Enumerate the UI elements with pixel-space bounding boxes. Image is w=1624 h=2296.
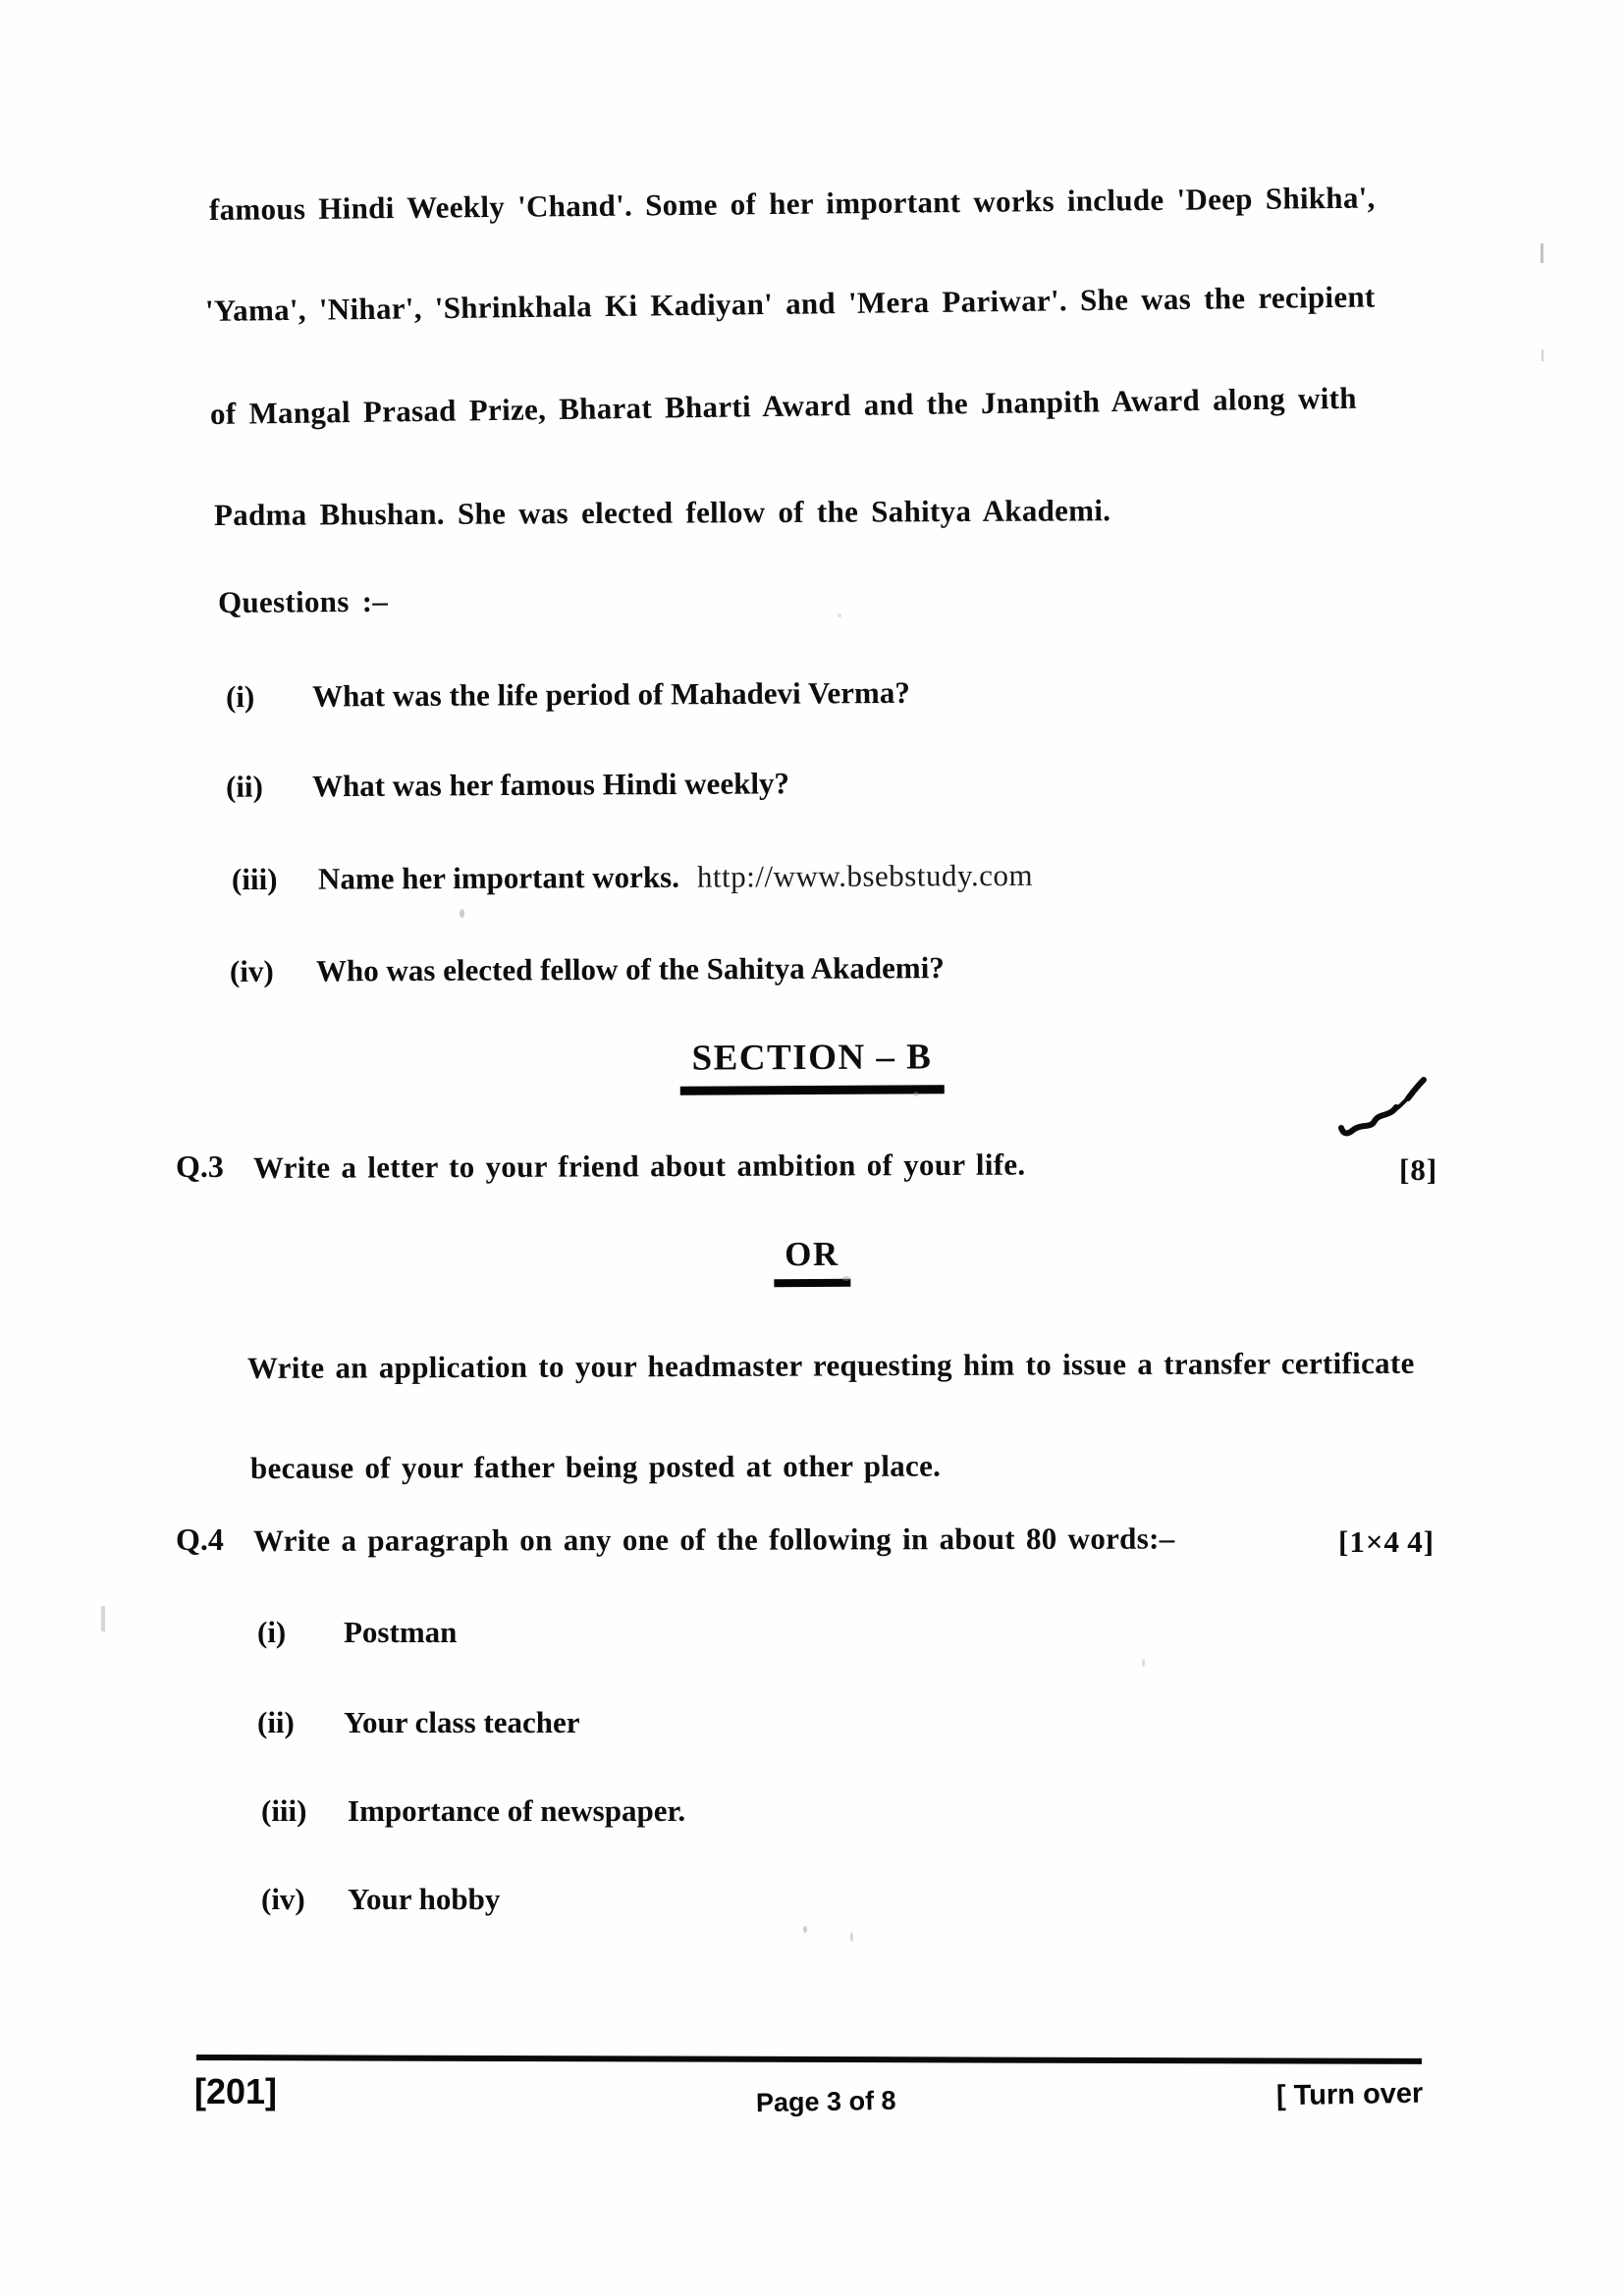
section-b-heading: SECTION – B xyxy=(679,1036,944,1095)
intro-line-3: of Mangal Prasad Prize, Bharat Bharti Award and the Jnanpith Award along with xyxy=(209,380,1357,431)
scan-speck xyxy=(1142,1659,1145,1667)
intro-line-1: famous Hindi Weekly 'Chand'. Some of her important works include 'Deep Shikha', xyxy=(208,180,1376,227)
or-heading: OR xyxy=(774,1235,850,1287)
question-text: What was her famous Hindi weekly? xyxy=(311,766,790,804)
scan-speck xyxy=(803,1926,807,1933)
q3-marks: [8] xyxy=(1399,1152,1438,1187)
scan-edge-tick xyxy=(1542,349,1543,361)
intro-line-4: Padma Bhushan. She was elected fellow of the Sahitya Akademi. xyxy=(213,493,1111,532)
pen-scribble-mark xyxy=(1337,1072,1439,1154)
topic-number: (ii) xyxy=(257,1705,295,1739)
intro-line-2: 'Yama', 'Nihar', 'Shrinkhala Ki Kadiyan' and 'Mera Pariwar'. She was the recipient xyxy=(204,279,1376,328)
question-number: (iii) xyxy=(231,861,278,897)
question-text: Who was elected fellow of the Sahitya Akademi? xyxy=(315,950,945,988)
q3-alt-line-2: because of your father being posted at other place. xyxy=(249,1448,942,1485)
topic-text: Importance of newspaper. xyxy=(348,1793,686,1828)
footer-turn-over: [ Turn over xyxy=(1275,2077,1424,2112)
question-text: Name her important works. xyxy=(317,859,680,896)
q4-marks: [1×4 4] xyxy=(1338,1524,1435,1559)
question-item xyxy=(226,766,789,805)
topic-text: Postman xyxy=(344,1615,458,1649)
q4-text: Write a paragraph on any one of the following in about 80 words:– xyxy=(252,1521,1175,1558)
scan-speck xyxy=(838,614,841,617)
question-item xyxy=(226,675,910,715)
scan-speck xyxy=(460,909,464,918)
footer-rule xyxy=(196,2055,1422,2064)
q3-alt-line-1: Write an application to your headmaster requesting him to issue a transfer certificate xyxy=(246,1345,1415,1385)
footer-code: [201] xyxy=(194,2071,278,2111)
watermark-url: http://www.bsebstudy.com xyxy=(696,857,1034,894)
topic-item xyxy=(261,1882,500,1917)
topic-number: (iii) xyxy=(261,1793,307,1828)
scan-speck xyxy=(913,1092,919,1096)
scan-edge-tick xyxy=(1541,243,1543,263)
question-number: (iv) xyxy=(229,953,274,988)
topic-text: Your hobby xyxy=(348,1882,501,1916)
question-number: (i) xyxy=(225,678,255,715)
question-text: What was the life period of Mahadevi Verma? xyxy=(311,674,910,714)
topic-item xyxy=(257,1705,580,1740)
q3-label: Q.3 xyxy=(176,1148,224,1184)
q3-text: Write a letter to your friend about ambition of your life. xyxy=(252,1147,1026,1185)
topic-item xyxy=(261,1793,685,1829)
scan-speck xyxy=(842,1276,850,1281)
scan-speck xyxy=(850,1932,853,1942)
topic-item xyxy=(257,1615,457,1650)
scan-edge-smudge xyxy=(101,1606,105,1631)
footer-page-number: Page 3 of 8 xyxy=(755,2085,896,2118)
questions-label: Questions :– xyxy=(217,583,389,619)
topic-number: (i) xyxy=(257,1615,287,1649)
q4-label: Q.4 xyxy=(176,1522,224,1557)
question-number: (ii) xyxy=(225,769,263,804)
topic-text: Your class teacher xyxy=(344,1705,580,1739)
question-item xyxy=(232,858,1033,897)
question-item xyxy=(230,950,945,989)
topic-number: (iv) xyxy=(261,1882,305,1916)
